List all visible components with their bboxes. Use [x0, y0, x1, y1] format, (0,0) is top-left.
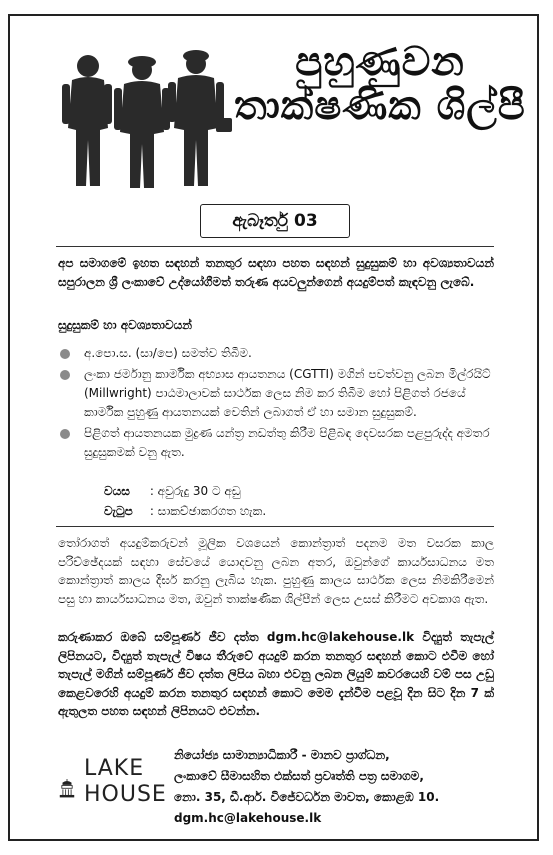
salary-row	[104, 502, 266, 520]
list-item	[58, 344, 494, 363]
bullet-icon	[60, 349, 70, 359]
intro-paragraph: අප සමාගමේ ඉහත සඳහන් තනතුර සඳහා පහත සඳහන් සුදුසුකම් හා අවශ්‍යතාවයන් සපුරාලන ශ්‍රී ලංකාවේ උද්යෝගීමත් තරුණ අයවලුන්ගෙන් අයදුම්පත් කැඳවනු ලැබේ.	[58, 256, 494, 289]
address-line2: ලංකාවේ සීමාසහිත එක්සත් ප්‍රවෘත්ති පත්‍ර සමාගම,	[174, 769, 424, 783]
requirement-text: පිළිගත් ආයතනයක මුද්‍රණ යන්ත්‍ර නඩත්තු කිරීම පිළිබඳ දෙවසරක පළපුරුද්ද අමතර සුදුසුකමක් වනු ඇත.	[84, 426, 490, 459]
apply-paragraph: කරුණාකර ඔබේ සම්පූර්ණ ජීව දත්ත dgm.hc@lakehouse.lk විද්‍යුත් තැපැල් ලිපිනයට, විද්‍යුත් තැපැල් විෂය තීරුවේ අයදුම් කරන තනතුර සඳහන් කොට එවීම හෝ තැපැල් මගින් සම්පූර්ණ ජීව දත්ත ලිපිය බහා එවනු ලබන ලියුම් කවරයෙහි වම් පස උඩු කෙළවරෙහි අයදුම් කරන තනතුර සඳහන් කොට මෙම දැන්වීම පළවූ දින සිට දින 7 ක් ඇතුලත පහත සඳහන් ලිපිනයට එවන්න.	[58, 630, 494, 718]
contract-paragraph: තෝරාගත් අයදුම්කරුවන් මූලික වශයෙන් කොන්ත්‍රාත් පදනම මත වසරක කාල පරිච්ඡේදයක් සඳහා සේවයේ යොදවනු ලබන අතර, ඔවුන්ගේ කාර්යසාධනය මත කොන්ත්‍රාත් කාලය දීර්ඝ කරනු ලැබිය හැක. පුහුණු කාලය සාර්ථක ලෙස නිමකිරීමෙන් පසු හා කාර්යසාධනය මත, ඔවුන් තාක්ෂණික ශිල්පීන් ලෙස උසස් කිරීමට අවකාශ ඇත.	[58, 536, 494, 606]
lake-house-tower-icon	[52, 756, 82, 820]
logo-line2: HOUSE	[84, 782, 167, 807]
address-line3: නො. 35, ඩී.ආර්. විජේවර්ධන මාවත, කොළඹ 10.	[174, 790, 440, 804]
list-item	[58, 365, 494, 422]
age-value: : අවුරුදු 30 ට අඩු	[149, 484, 241, 498]
workers-silhouette-icon	[46, 40, 236, 190]
requirement-text: ලංකා ජර්මානු කාර්මික අභ්‍යාස ආයතනය (CGTTI) මගින් පවත්වනු ලබන මිල්රයිට් (Millwright) පාඨමාලාවක් සාර්ථක ලෙස නිම කර තිබීම හෝ පිළිගත් රජයේ කාර්මික පුහුණු ආයතනයක් වෙතින් ලබාගත් ඒ හා සමාන සුදුසුකම්.	[84, 367, 491, 419]
contact-address	[174, 745, 504, 829]
address-line1: නියෝජ්‍ය සාමාන්‍යාධිකාරී - මානව ප්‍රාග්ධන,	[174, 748, 390, 762]
address-email: dgm.hc@lakehouse.lk	[174, 811, 322, 825]
job-title-line2: තාක්ෂණික ශිල්පී	[234, 83, 526, 129]
age-row	[104, 482, 241, 500]
divider-top	[56, 246, 494, 247]
logo-line1: LAKE	[84, 756, 145, 781]
divider-middle	[56, 526, 494, 527]
list-item	[58, 424, 494, 462]
vacancy-badge: ඇබෑර්තු 03	[200, 204, 350, 238]
job-title	[230, 40, 530, 128]
lake-house-logo-text	[84, 756, 167, 808]
job-title-line1: පුහුණුවන	[295, 39, 465, 85]
requirements-list	[58, 344, 494, 464]
requirement-text: අ.පො.ස. (සා/පෙ) සමත්ව තිබීම.	[84, 346, 252, 360]
age-label: වයස	[104, 484, 130, 498]
salary-label: වැටුප	[104, 504, 133, 518]
salary-value: : සාකච්ඡාකරගත හැක.	[149, 504, 267, 518]
requirements-heading: සුදුසුකම් හා අවශ්‍යතාවයන්	[58, 318, 192, 332]
bullet-icon	[60, 370, 70, 380]
bullet-icon	[60, 429, 70, 439]
